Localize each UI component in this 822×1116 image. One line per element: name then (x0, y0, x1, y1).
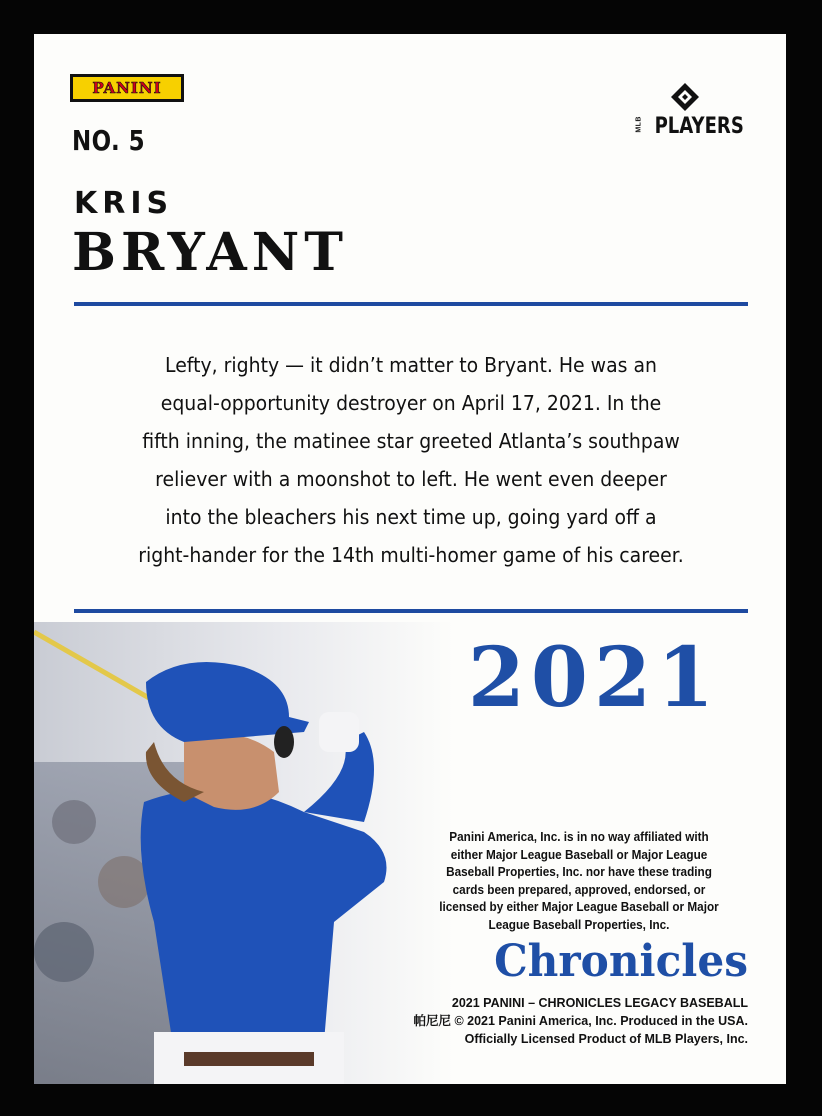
disclaimer-line: cards been prepared, approved, endorsed, or (452, 882, 706, 897)
disclaimer-line: either Major League Baseball or Major League (450, 847, 708, 862)
player-bio (110, 346, 712, 574)
diamond-icon (670, 82, 700, 112)
footer-line: Officially Licensed Product of MLB Players, Inc. (464, 1032, 748, 1046)
set-logo: Chronicles (494, 936, 748, 987)
disclaimer-line: League Baseball Properties, Inc. (488, 917, 670, 932)
legal-disclaimer (424, 829, 734, 934)
bottom-divider (74, 609, 748, 613)
player-first-name: KRIS (74, 186, 174, 221)
footer-line: 2021 PANINI – CHRONICLES LEGACY BASEBALL (451, 996, 748, 1010)
panini-logo (70, 74, 184, 102)
bio-line: fifth inning, the matinee star greeted Atlanta’s southpaw (142, 429, 680, 453)
panini-logo-text: PANINI (73, 77, 181, 99)
trading-card-back (34, 34, 786, 1084)
footer-line: 帕尼尼 © 2021 Panini America, Inc. Produced in the USA. (413, 1014, 748, 1028)
bio-line: into the bleachers his next time up, going yard off a (165, 505, 657, 529)
bio-line: reliever with a moonshot to left. He went even deeper (155, 467, 667, 491)
player-last-name: BRYANT (72, 222, 348, 283)
bio-line: Lefty, righty — it didn’t matter to Bryant. He was an (165, 353, 657, 377)
disclaimer-line: Panini America, Inc. is in no way affiliated with (449, 830, 709, 844)
players-text: PLAYERS (654, 114, 744, 139)
card-number: NO. 5 (72, 124, 145, 157)
top-divider (74, 302, 748, 306)
disclaimer-line: licensed by either Major League Baseball or Major (439, 900, 719, 914)
mlb-players-logo (624, 82, 744, 142)
bio-line: equal-opportunity destroyer on April 17, 2021. In the (160, 391, 662, 415)
bio-line: right-hander for the 14th multi-homer game of his career. (138, 543, 684, 567)
disclaimer-line: Baseball Properties, Inc. nor have these trading (446, 865, 712, 879)
card-footer (374, 994, 748, 1048)
mlb-small-text: MLB (636, 116, 643, 133)
year-heading: 2021 (467, 630, 721, 726)
